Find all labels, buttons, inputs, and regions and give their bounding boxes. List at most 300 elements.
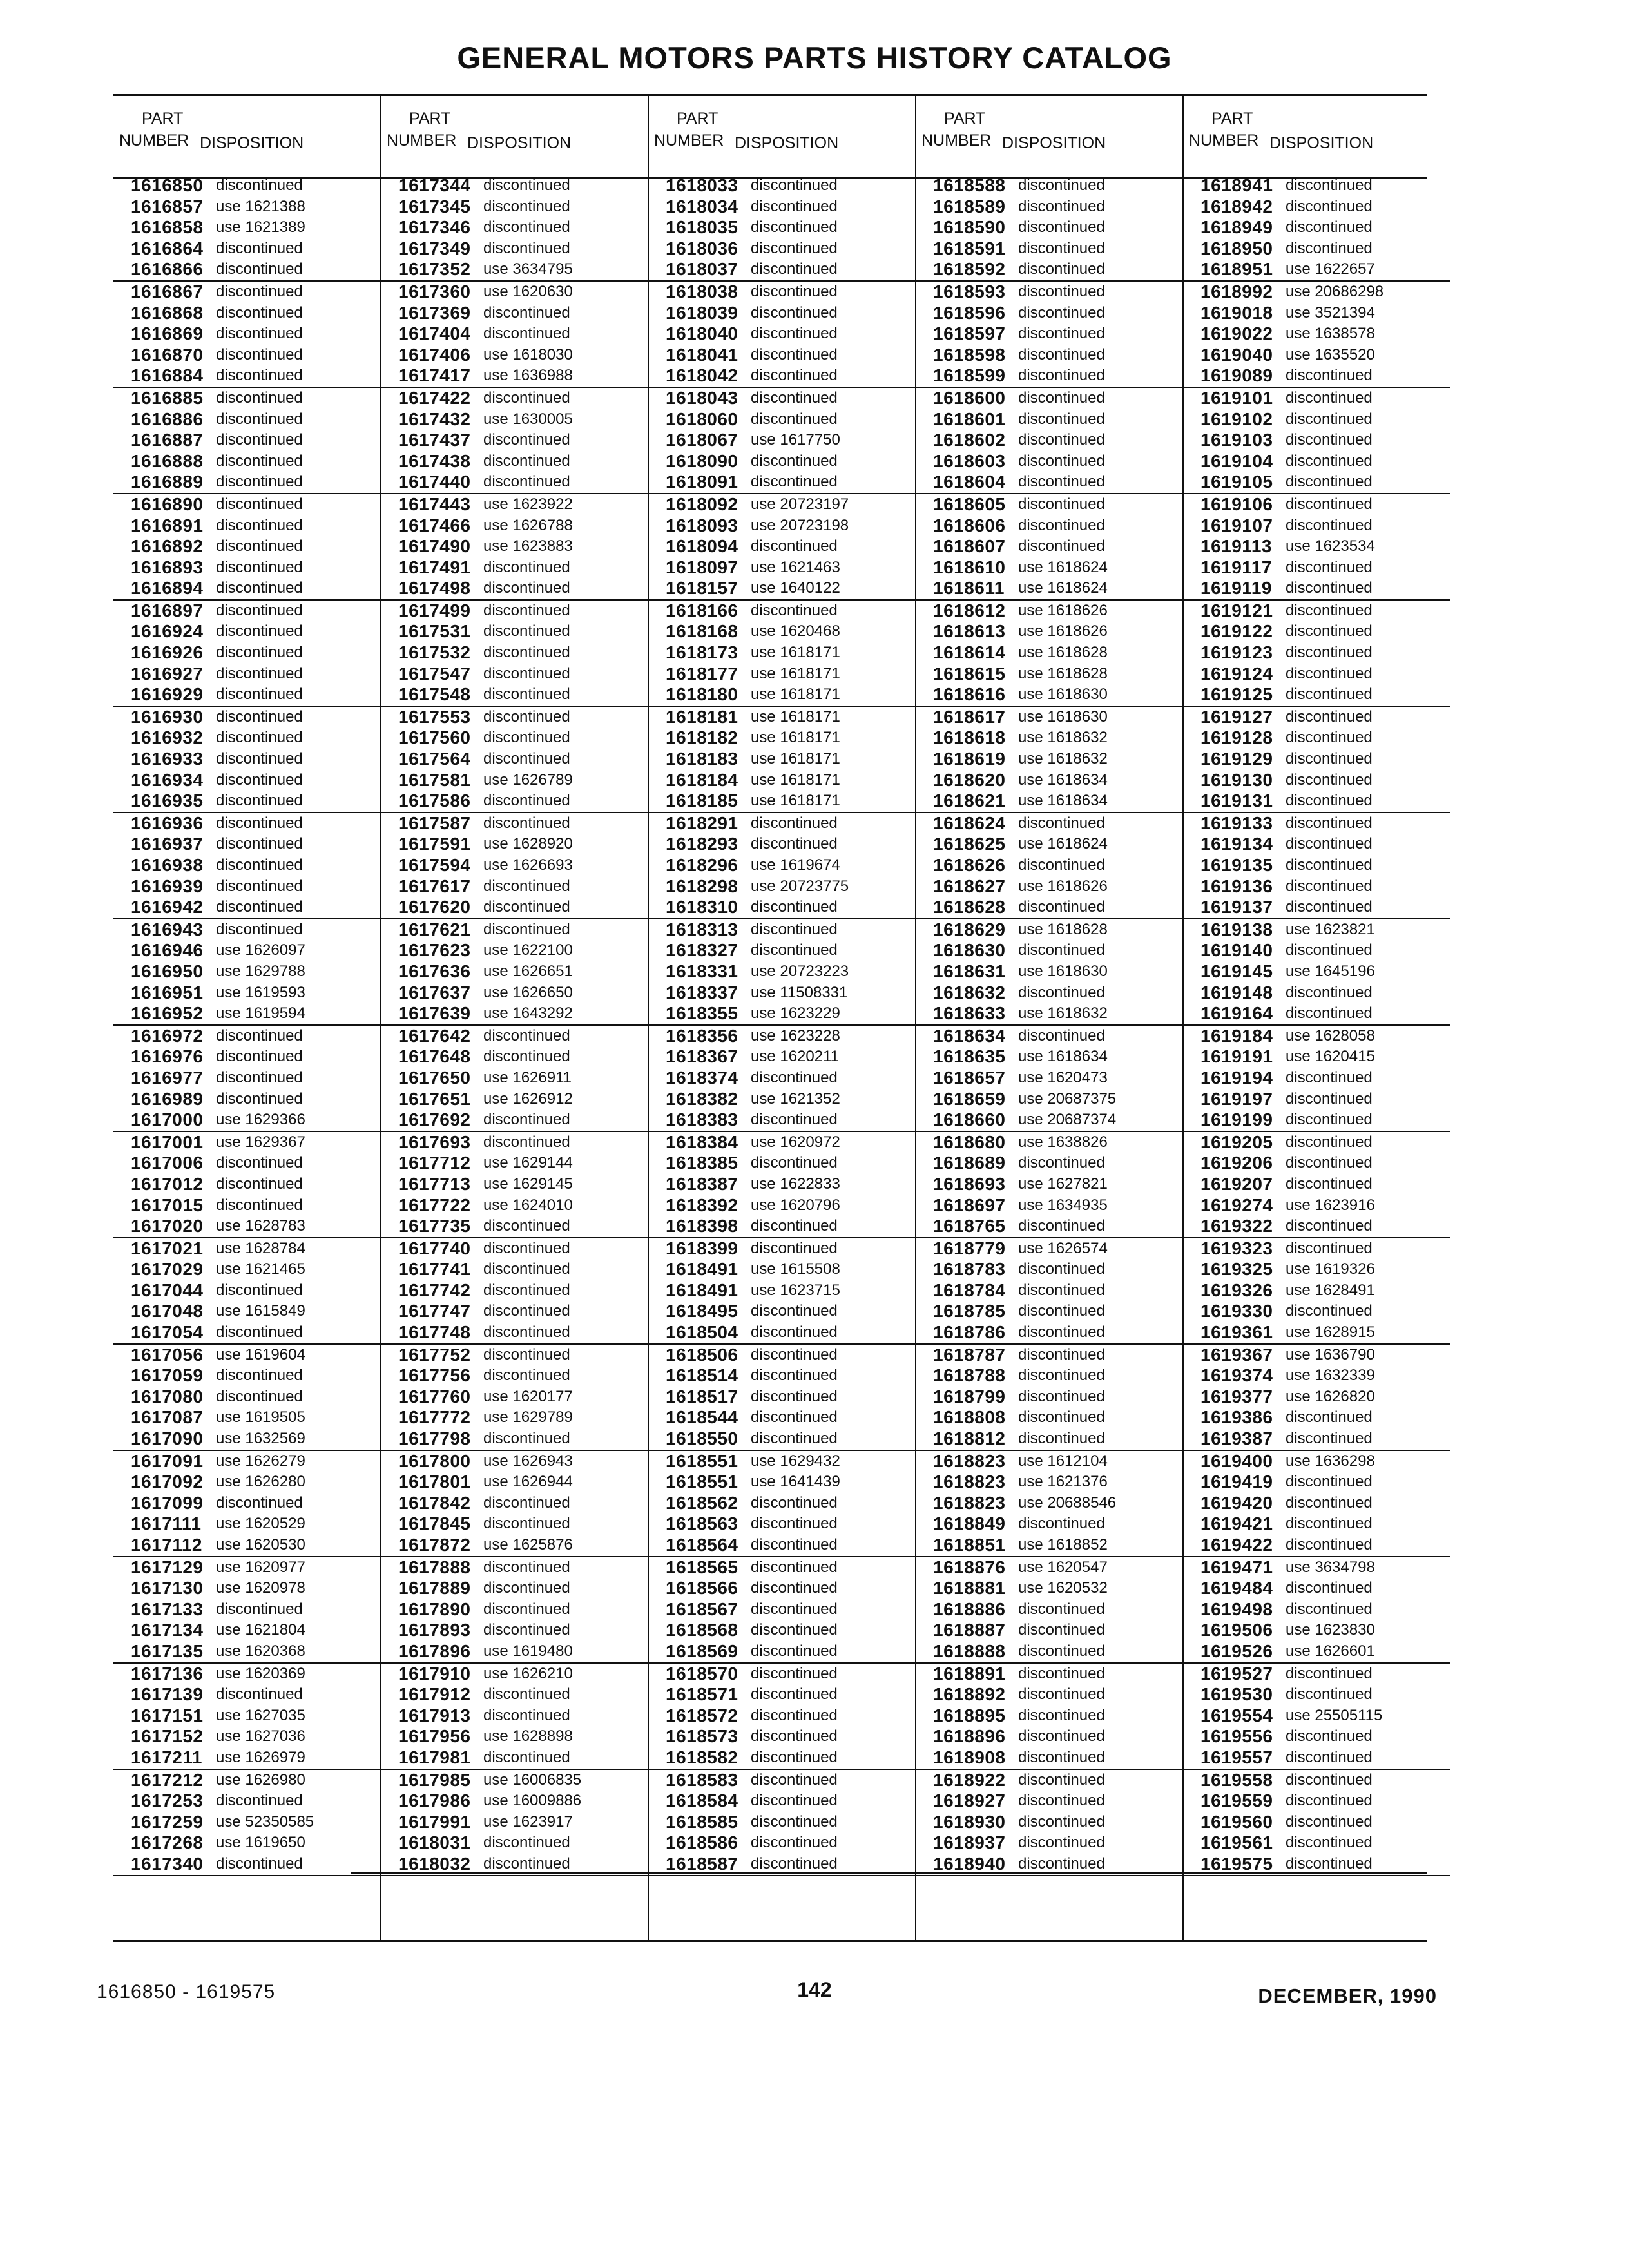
disposition: discontinued [216,239,303,257]
disposition: discontinued [1286,877,1373,895]
part-number: 1617139 [131,1684,204,1705]
part-number: 1618896 [933,1726,1006,1747]
part-number: 1616866 [131,259,204,280]
table-row [1182,1365,1450,1387]
table-row [380,1599,648,1620]
disposition: discontinued [751,1387,838,1405]
part-number: 1618374 [666,1067,738,1088]
table-row [113,791,380,813]
part-number: 1617735 [398,1216,471,1236]
table-row [113,217,380,238]
part-number: 1618633 [933,1003,1006,1024]
part-number: 1618849 [933,1514,1006,1534]
table-row [648,472,915,494]
part-number: 1618094 [666,536,738,557]
disposition: use 1618626 [1018,622,1108,640]
part-number: 1617872 [398,1535,471,1555]
table-row [648,1514,915,1535]
part-number: 1617352 [398,259,471,280]
disposition: discontinued [1286,898,1373,916]
table-row [915,345,1182,366]
disposition: use 1618632 [1018,750,1108,768]
disposition: discontinued [1018,389,1105,407]
disposition: use 1626911 [483,1068,572,1086]
disposition: discontinued [216,898,303,916]
disposition: discontinued [483,814,570,832]
table-row [915,1216,1182,1238]
table-row [915,1026,1182,1047]
disposition: use 1626788 [483,516,573,534]
disposition: discontinued [751,537,838,555]
footer-page-number: 142 [797,1978,832,2001]
header-disposition: DISPOSITION [200,134,304,152]
disposition: discontinued [216,856,303,874]
part-number: 1617417 [398,365,471,386]
disposition: use 1620473 [1018,1068,1108,1086]
part-number: 1617564 [398,749,471,769]
table-row [380,791,648,813]
disposition: use 1623534 [1286,537,1375,555]
part-number: 1619145 [1200,961,1273,981]
disposition: discontinued [1286,1133,1373,1151]
disposition: discontinued [751,835,838,853]
table-row [380,1557,648,1579]
disposition: discontinued [1286,367,1373,385]
disposition: use 1626979 [216,1748,305,1766]
part-number: 1618185 [666,791,738,811]
part-number: 1617801 [398,1472,471,1492]
disposition: discontinued [483,1217,570,1235]
table-row [380,365,648,388]
table-row [915,1301,1182,1322]
part-number: 1619197 [1200,1088,1273,1109]
table-row [380,1493,648,1514]
disposition: discontinued [1018,1771,1105,1789]
table-row [915,282,1182,303]
part-number: 1616933 [131,749,204,769]
part-number: 1618886 [933,1599,1006,1619]
disposition: discontinued [483,1686,570,1704]
part-number: 1616926 [131,642,204,663]
table-row [1182,919,1450,941]
table-row [380,1003,648,1026]
part-number: 1616887 [131,430,204,450]
table-row [915,557,1182,579]
table-row [915,727,1182,749]
part-number: 1617135 [131,1640,204,1661]
parts-list [648,175,915,1876]
table-row [113,601,380,622]
disposition: use 1623715 [751,1281,840,1299]
disposition: discontinued [483,622,570,640]
table-row [113,1428,380,1451]
part-number: 1618851 [933,1535,1006,1555]
table-row [915,791,1182,813]
part-number: 1617054 [131,1322,204,1343]
disposition: discontinued [751,1536,838,1553]
top-rule [113,94,1427,96]
table-row [1182,1110,1450,1132]
table-row [380,345,648,366]
disposition: discontinued [483,898,570,916]
disposition: discontinued [751,260,838,278]
part-number: 1618630 [933,940,1006,961]
disposition: discontinued [751,1302,838,1320]
disposition: use 1629432 [751,1452,840,1470]
part-number: 1617090 [131,1428,204,1449]
disposition: discontinued [216,1686,303,1704]
part-number: 1618355 [666,1003,738,1024]
disposition: discontinued [1018,218,1105,236]
disposition: use 25505115 [1286,1706,1383,1724]
part-number: 1617129 [131,1557,204,1577]
disposition: use 1628783 [216,1217,305,1235]
disposition: discontinued [751,1600,838,1618]
disposition: use 1618852 [1018,1536,1108,1553]
part-number: 1617591 [398,834,471,854]
part-number: 1618629 [933,919,1006,939]
disposition: discontinued [483,558,570,576]
disposition: use 20723223 [751,962,849,980]
disposition: discontinued [1018,325,1105,343]
part-number: 1617651 [398,1088,471,1109]
disposition: discontinued [483,239,570,257]
disposition: use 3634798 [1286,1558,1375,1576]
table-row [380,1132,648,1153]
part-number: 1618166 [666,600,738,620]
disposition: discontinued [216,516,303,534]
disposition: use 1618171 [751,686,840,704]
table-row [648,642,915,664]
disposition: use 1645196 [1286,962,1375,980]
table-row [915,834,1182,855]
table-row [113,365,380,388]
disposition: use 1623229 [751,1004,840,1023]
part-number: 1619386 [1200,1407,1273,1428]
disposition: discontinued [216,707,303,726]
table-row [648,1451,915,1472]
table-row [1182,1514,1450,1535]
table-row [915,259,1182,282]
disposition: discontinued [1286,1408,1373,1427]
part-number: 1617594 [398,855,471,875]
part-number: 1616942 [131,897,204,918]
part-number: 1616951 [131,982,204,1003]
part-number: 1619102 [1200,408,1273,429]
table-row [1182,1812,1450,1833]
disposition: discontinued [1286,792,1373,810]
disposition: discontinued [1018,1026,1105,1044]
table-row [113,1174,380,1195]
disposition: discontinued [1018,1642,1105,1660]
disposition: discontinued [1286,644,1373,662]
table-row [380,1174,648,1195]
disposition: discontinued [751,1154,838,1172]
disposition: use 1622657 [1286,260,1375,278]
part-number: 1619104 [1200,450,1273,471]
part-number: 1618180 [666,684,738,705]
part-number: 1617268 [131,1832,204,1853]
part-number: 1618387 [666,1173,738,1194]
table-row [113,897,380,919]
part-number: 1619274 [1200,1195,1273,1215]
part-number: 1619419 [1200,1472,1273,1492]
part-number: 1616952 [131,1003,204,1024]
header-disposition: DISPOSITION [735,134,839,152]
table-row [113,557,380,579]
table-row [380,664,648,685]
disposition: discontinued [483,1111,570,1129]
disposition: use 1638826 [1018,1133,1108,1151]
table-row [915,1089,1182,1110]
part-number: 1617346 [398,217,471,238]
part-number: 1617130 [131,1578,204,1599]
table-row [113,621,380,642]
disposition: discontinued [1286,601,1373,619]
disposition: use 1618626 [1018,601,1108,619]
disposition: discontinued [1286,1854,1373,1872]
part-number: 1617259 [131,1811,204,1832]
footer-date: DECEMBER, 1990 [1258,1984,1437,2007]
part-number: 1619556 [1200,1726,1273,1747]
table-row [113,749,380,770]
part-number: 1618592 [933,259,1006,280]
header-number: NUMBER [119,131,189,149]
part-number: 1617443 [398,494,471,514]
table-row [1182,259,1450,282]
table-row [915,1706,1182,1727]
part-number: 1618888 [933,1640,1006,1661]
table-row [113,1726,380,1747]
disposition: discontinued [1018,282,1105,300]
disposition: use 1628915 [1286,1323,1375,1341]
disposition: discontinued [483,1026,570,1044]
disposition: discontinued [1286,410,1373,428]
table-row [915,1726,1182,1747]
table-row [113,1259,380,1280]
disposition: discontinued [751,197,838,215]
disposition: discontinued [751,218,838,236]
disposition: use 1620796 [751,1196,840,1214]
disposition: discontinued [1018,239,1105,257]
part-number: 1619194 [1200,1067,1273,1088]
table-row [915,1110,1182,1132]
disposition: discontinued [751,601,838,619]
disposition: discontinued [216,1048,303,1066]
disposition: discontinued [1018,1323,1105,1341]
part-number: 1618572 [666,1705,738,1725]
table-row [1182,494,1450,515]
part-number: 1618631 [933,961,1006,981]
table-row [113,961,380,983]
part-number: 1619148 [1200,982,1273,1003]
disposition: use 1618171 [751,750,840,768]
table-row [648,1706,915,1727]
disposition: discontinued [1286,1600,1373,1618]
disposition: use 1640122 [751,579,840,597]
table-row [113,1706,380,1727]
part-number: 1617029 [131,1259,204,1280]
part-number: 1618569 [666,1640,738,1661]
disposition: discontinued [751,898,838,916]
table-row [380,430,648,451]
table-row [113,282,380,303]
table-row [648,1641,915,1664]
part-number: 1616858 [131,217,204,238]
part-number: 1619129 [1200,749,1273,769]
table-row [113,1535,380,1557]
table-row [1182,515,1450,537]
disposition: use 1628898 [483,1727,573,1745]
disposition: discontinued [751,1558,838,1576]
disposition: discontinued [751,1367,838,1385]
disposition: discontinued [216,345,303,363]
part-number: 1617000 [131,1110,204,1130]
disposition: discontinued [216,835,303,853]
part-number: 1619113 [1200,536,1272,557]
table-row [1182,1026,1450,1047]
part-number: 1618182 [666,727,738,748]
table-row [648,1791,915,1812]
disposition: use 1628920 [483,835,573,853]
disposition: discontinued [216,367,303,385]
table-row [113,1620,380,1641]
part-number: 1618787 [933,1344,1006,1365]
table-row [1182,1791,1450,1812]
part-number: 1618183 [666,749,738,769]
disposition: use 1621376 [1018,1473,1108,1491]
table-row [1182,578,1450,601]
part-number: 1618607 [933,536,1006,557]
part-number: 1617404 [398,323,471,344]
table-row [380,1664,648,1685]
part-number: 1617889 [398,1578,471,1599]
part-number: 1617369 [398,302,471,323]
part-number: 1618601 [933,408,1006,429]
part-number: 1617056 [131,1344,204,1365]
part-number: 1616864 [131,238,204,258]
table-row [915,1003,1182,1026]
table-row [915,664,1182,685]
table-row [648,727,915,749]
table-row [915,323,1182,345]
table-row [380,876,648,898]
part-number: 1619123 [1200,642,1273,663]
table-row [915,1174,1182,1195]
table-row [648,940,915,961]
table-row [648,1026,915,1047]
disposition: discontinued [216,644,303,662]
part-number: 1618567 [666,1599,738,1619]
table-row [1182,197,1450,218]
disposition: discontinued [1286,1154,1373,1172]
table-row [113,1747,380,1770]
disposition: discontinued [483,920,570,938]
disposition: discontinued [216,1090,303,1108]
part-number: 1619140 [1200,940,1273,961]
part-number: 1617136 [131,1663,204,1684]
part-number: 1616935 [131,791,204,811]
disposition: discontinued [216,282,303,300]
disposition: discontinued [1018,1748,1105,1766]
part-number: 1619138 [1200,919,1273,939]
table-row [113,1238,380,1260]
part-number: 1617636 [398,961,471,981]
table-row [380,684,648,707]
part-number: 1618927 [933,1791,1006,1811]
table-row [113,1301,380,1322]
table-row [380,770,648,791]
part-number: 1617422 [398,387,471,408]
disposition: discontinued [1018,1217,1105,1235]
disposition: discontinued [1018,537,1105,555]
disposition: discontinued [1286,1812,1373,1831]
table-row [113,259,380,282]
table-row [113,1216,380,1238]
disposition: discontinued [216,260,303,278]
part-number: 1618392 [666,1195,738,1215]
part-number: 1618517 [666,1386,738,1407]
part-number: 1617151 [131,1705,204,1725]
disposition: discontinued [1286,622,1373,640]
part-number: 1617623 [398,940,471,961]
disposition: discontinued [751,345,838,363]
disposition: discontinued [483,1048,570,1066]
table-row [1182,1599,1450,1620]
table-row [113,1345,380,1366]
table-row [648,259,915,282]
part-number: 1617349 [398,238,471,258]
part-number: 1617112 [131,1535,202,1555]
part-number: 1616891 [131,515,204,535]
disposition: discontinued [1286,1473,1373,1491]
part-number: 1618615 [933,663,1006,684]
part-number: 1616893 [131,557,204,577]
part-number: 1618693 [933,1173,1006,1194]
part-number: 1618177 [666,663,738,684]
disposition: discontinued [751,239,838,257]
table-row [915,1641,1182,1664]
disposition: discontinued [216,325,303,343]
disposition: use 1620978 [216,1579,305,1597]
disposition: use 1628491 [1286,1281,1375,1299]
header-disposition: DISPOSITION [1002,134,1106,152]
table-row [648,365,915,388]
column-header [113,110,380,174]
part-number: 1618614 [933,642,1006,663]
part-number: 1618036 [666,238,738,258]
disposition: discontinued [751,1727,838,1745]
disposition: discontinued [216,410,303,428]
disposition: discontinued [216,389,303,407]
table-row [1182,601,1450,622]
part-number: 1617560 [398,727,471,748]
disposition: discontinued [1018,177,1105,194]
disposition: discontinued [751,1621,838,1639]
disposition: use 1620468 [751,622,840,640]
table-row [380,642,648,664]
part-number: 1619137 [1200,897,1273,918]
table-row [113,303,380,324]
table-row [648,1664,915,1685]
disposition: discontinued [751,452,838,470]
table-row [1182,345,1450,366]
disposition: discontinued [1286,579,1373,597]
disposition: discontinued [1018,941,1105,959]
disposition: use 20723198 [751,516,849,534]
part-number: 1616937 [131,834,204,854]
part-number: 1617981 [398,1747,471,1767]
